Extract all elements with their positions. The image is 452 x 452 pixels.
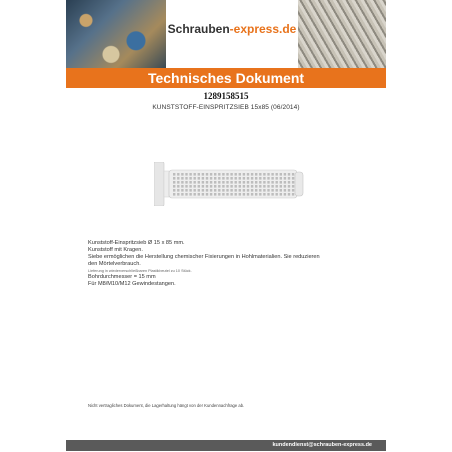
mesh-hole — [243, 193, 245, 196]
mesh-hole — [173, 185, 175, 188]
mesh-hole — [226, 177, 228, 180]
mesh-hole — [177, 193, 179, 196]
mesh-hole — [214, 189, 216, 192]
mesh-hole — [222, 189, 224, 192]
logo-text-accent: -express.de — [229, 22, 297, 36]
mesh-hole — [243, 185, 245, 188]
footer-email-link[interactable]: kundendienst@schrauben-express.de — [272, 442, 372, 448]
mesh-hole — [247, 173, 249, 176]
mesh-hole — [235, 189, 237, 192]
mesh-hole — [276, 193, 278, 196]
mesh-hole — [198, 181, 200, 184]
disclaimer-note: Nicht vertragliches Dokument, die Lagerhaltung hängt von der Kundennachfrage ab. — [88, 403, 245, 408]
mesh-hole — [255, 193, 257, 196]
mesh-hole — [235, 185, 237, 188]
mesh-hole — [255, 181, 257, 184]
mesh-hole — [181, 173, 183, 176]
mesh-hole — [247, 189, 249, 192]
mesh-hole — [247, 193, 249, 196]
mesh-hole — [230, 173, 232, 176]
document-page — [66, 0, 386, 452]
mesh-hole — [230, 193, 232, 196]
mesh-hole — [284, 185, 286, 188]
mesh-hole — [218, 193, 220, 196]
mesh-hole — [263, 181, 265, 184]
mesh-hole — [247, 181, 249, 184]
mesh-hole — [189, 173, 191, 176]
footer-bar — [66, 440, 386, 451]
mesh-hole — [276, 173, 278, 176]
mesh-hole — [255, 189, 257, 192]
mesh-hole — [230, 189, 232, 192]
product-description — [88, 240, 348, 288]
mesh-hole — [177, 185, 179, 188]
mesh-hole — [288, 185, 290, 188]
mesh-hole — [267, 181, 269, 184]
mesh-hole — [198, 189, 200, 192]
mesh-hole — [185, 189, 187, 192]
desc-line-4: den Mörtelverbrauch. — [88, 261, 141, 267]
mesh-hole — [235, 177, 237, 180]
mesh-hole — [288, 173, 290, 176]
mesh-hole — [226, 181, 228, 184]
mesh-hole — [210, 189, 212, 192]
mesh-hole — [284, 181, 286, 184]
mesh-hole — [292, 177, 294, 180]
mesh-hole — [210, 173, 212, 176]
mesh-hole — [243, 177, 245, 180]
mesh-hole — [222, 181, 224, 184]
mesh-hole — [271, 173, 273, 176]
mesh-hole — [288, 193, 290, 196]
mesh-hole — [235, 173, 237, 176]
mesh-hole — [247, 185, 249, 188]
mesh-hole — [251, 173, 253, 176]
mesh-hole — [218, 181, 220, 184]
mesh-hole — [251, 185, 253, 188]
mesh-hole — [280, 173, 282, 176]
mesh-hole — [292, 185, 294, 188]
mesh-hole — [280, 181, 282, 184]
mesh-hole — [239, 193, 241, 196]
mesh-hole — [288, 181, 290, 184]
mesh-hole — [276, 189, 278, 192]
mesh-hole — [239, 185, 241, 188]
mesh-hole — [177, 189, 179, 192]
product-illustration — [154, 162, 304, 206]
mesh-hole — [177, 177, 179, 180]
mesh-hole — [214, 181, 216, 184]
detail-threaded-rods: Für M8/M10/M12 Gewindestangen. — [88, 281, 176, 287]
mesh-hole — [210, 177, 212, 180]
mesh-hole — [263, 193, 265, 196]
mesh-hole — [263, 173, 265, 176]
mesh-hole — [194, 185, 196, 188]
mesh-hole — [226, 193, 228, 196]
mesh-hole — [255, 177, 257, 180]
mesh-hole — [194, 181, 196, 184]
mesh-hole — [185, 181, 187, 184]
mesh-hole — [271, 177, 273, 180]
mesh-hole — [218, 185, 220, 188]
mesh-hole — [210, 193, 212, 196]
desc-line-3: Siebe ermöglichen die Herstellung chemischer Fixierungen in Hohlmaterialien. Sie reduzieren — [88, 254, 320, 260]
mesh-hole — [185, 177, 187, 180]
mesh-hole — [292, 181, 294, 184]
mesh-hole — [259, 173, 261, 176]
screws-photo — [298, 0, 386, 68]
mesh-hole — [276, 185, 278, 188]
mesh-hole — [259, 193, 261, 196]
desc-line-1: Kunststoff-Einspritzsieb Ø 15 x 85 mm. — [88, 240, 185, 246]
mesh-hole — [218, 177, 220, 180]
brand-logo — [166, 22, 298, 36]
mesh-hole — [280, 185, 282, 188]
mesh-hole — [243, 173, 245, 176]
mesh-hole — [243, 189, 245, 192]
header-banner — [66, 0, 386, 68]
mesh-hole — [235, 181, 237, 184]
mesh-hole — [198, 173, 200, 176]
sieve-tip — [295, 172, 303, 196]
mesh-hole — [214, 185, 216, 188]
mesh-hole — [292, 189, 294, 192]
mesh-hole — [202, 189, 204, 192]
mesh-hole — [226, 173, 228, 176]
mesh-hole — [263, 189, 265, 192]
mesh-hole — [259, 189, 261, 192]
mesh-hole — [255, 173, 257, 176]
sieve-neck — [164, 171, 169, 197]
mesh-hole — [271, 185, 273, 188]
workbench-photo — [66, 0, 166, 68]
sieve-collar — [154, 162, 164, 206]
mesh-hole — [284, 177, 286, 180]
logo-area — [166, 0, 298, 68]
mesh-hole — [267, 193, 269, 196]
mesh-hole — [202, 185, 204, 188]
mesh-hole — [284, 189, 286, 192]
mesh-hole — [276, 181, 278, 184]
mesh-hole — [194, 193, 196, 196]
mesh-hole — [173, 173, 175, 176]
mesh-hole — [173, 193, 175, 196]
mesh-hole — [239, 177, 241, 180]
mesh-hole — [206, 185, 208, 188]
mesh-hole — [206, 193, 208, 196]
mesh-hole — [198, 185, 200, 188]
mesh-hole — [202, 177, 204, 180]
mesh-hole — [218, 189, 220, 192]
mesh-hole — [255, 185, 257, 188]
mesh-hole — [276, 177, 278, 180]
mesh-hole — [173, 177, 175, 180]
mesh-hole — [181, 189, 183, 192]
mesh-hole — [181, 181, 183, 184]
mesh-hole — [239, 173, 241, 176]
banner-title: Technisches Dokument — [66, 68, 386, 88]
logo-text-main: Schrauben — [167, 22, 230, 36]
mesh-hole — [189, 177, 191, 180]
mesh-hole — [189, 185, 191, 188]
mesh-hole — [288, 189, 290, 192]
mesh-hole — [259, 177, 261, 180]
mesh-hole — [194, 189, 196, 192]
mesh-hole — [181, 177, 183, 180]
sieve-image — [154, 162, 304, 206]
mesh-hole — [292, 173, 294, 176]
mesh-hole — [194, 177, 196, 180]
mesh-hole — [222, 185, 224, 188]
mesh-hole — [218, 173, 220, 176]
mesh-hole — [271, 193, 273, 196]
document-title: KUNSTSTOFF-EINSPRITZSIEB 15x85 (06/2014) — [152, 104, 300, 111]
mesh-hole — [206, 177, 208, 180]
mesh-hole — [181, 193, 183, 196]
mesh-hole — [177, 181, 179, 184]
mesh-hole — [206, 181, 208, 184]
mesh-hole — [210, 181, 212, 184]
mesh-hole — [198, 177, 200, 180]
mesh-hole — [206, 173, 208, 176]
mesh-hole — [214, 193, 216, 196]
mesh-hole — [271, 189, 273, 192]
mesh-hole — [259, 185, 261, 188]
mesh-hole — [251, 193, 253, 196]
mesh-hole — [230, 185, 232, 188]
mesh-hole — [202, 193, 204, 196]
mesh-hole — [185, 185, 187, 188]
mesh-hole — [173, 189, 175, 192]
mesh-hole — [230, 177, 232, 180]
mesh-hole — [222, 173, 224, 176]
mesh-hole — [210, 185, 212, 188]
mesh-hole — [243, 181, 245, 184]
mesh-hole — [263, 185, 265, 188]
mesh-hole — [239, 189, 241, 192]
mesh-hole — [206, 189, 208, 192]
delivery-note: Lieferung in wiederverschließbaren Plastikbeutel zu 10 Stück. — [88, 269, 192, 273]
mesh-hole — [280, 189, 282, 192]
mesh-hole — [189, 189, 191, 192]
mesh-hole — [202, 173, 204, 176]
mesh-hole — [251, 177, 253, 180]
mesh-hole — [288, 177, 290, 180]
desc-line-2: Kunststoff mit Kragen. — [88, 247, 143, 253]
document-id: 1289158515 — [203, 91, 249, 101]
mesh-hole — [214, 173, 216, 176]
mesh-hole — [251, 181, 253, 184]
mesh-hole — [267, 185, 269, 188]
mesh-hole — [259, 181, 261, 184]
mesh-hole — [222, 193, 224, 196]
mesh-hole — [284, 173, 286, 176]
mesh-hole — [251, 189, 253, 192]
mesh-hole — [271, 181, 273, 184]
mesh-hole — [226, 185, 228, 188]
mesh-hole — [235, 193, 237, 196]
mesh-hole — [230, 181, 232, 184]
mesh-hole — [181, 185, 183, 188]
mesh-hole — [226, 189, 228, 192]
mesh-hole — [222, 177, 224, 180]
detail-drill-diameter: Bohrdurchmesser = 15 mm — [88, 274, 156, 280]
mesh-hole — [280, 193, 282, 196]
mesh-hole — [263, 177, 265, 180]
mesh-hole — [239, 181, 241, 184]
mesh-hole — [185, 173, 187, 176]
mesh-hole — [198, 193, 200, 196]
mesh-hole — [189, 181, 191, 184]
mesh-hole — [267, 189, 269, 192]
mesh-hole — [177, 173, 179, 176]
mesh-hole — [194, 173, 196, 176]
mesh-hole — [189, 193, 191, 196]
mesh-hole — [292, 193, 294, 196]
mesh-hole — [185, 193, 187, 196]
mesh-hole — [284, 193, 286, 196]
mesh-hole — [267, 177, 269, 180]
mesh-hole — [202, 181, 204, 184]
mesh-hole — [280, 177, 282, 180]
mesh-hole — [267, 173, 269, 176]
mesh-hole — [173, 181, 175, 184]
mesh-hole — [214, 177, 216, 180]
mesh-hole — [247, 177, 249, 180]
